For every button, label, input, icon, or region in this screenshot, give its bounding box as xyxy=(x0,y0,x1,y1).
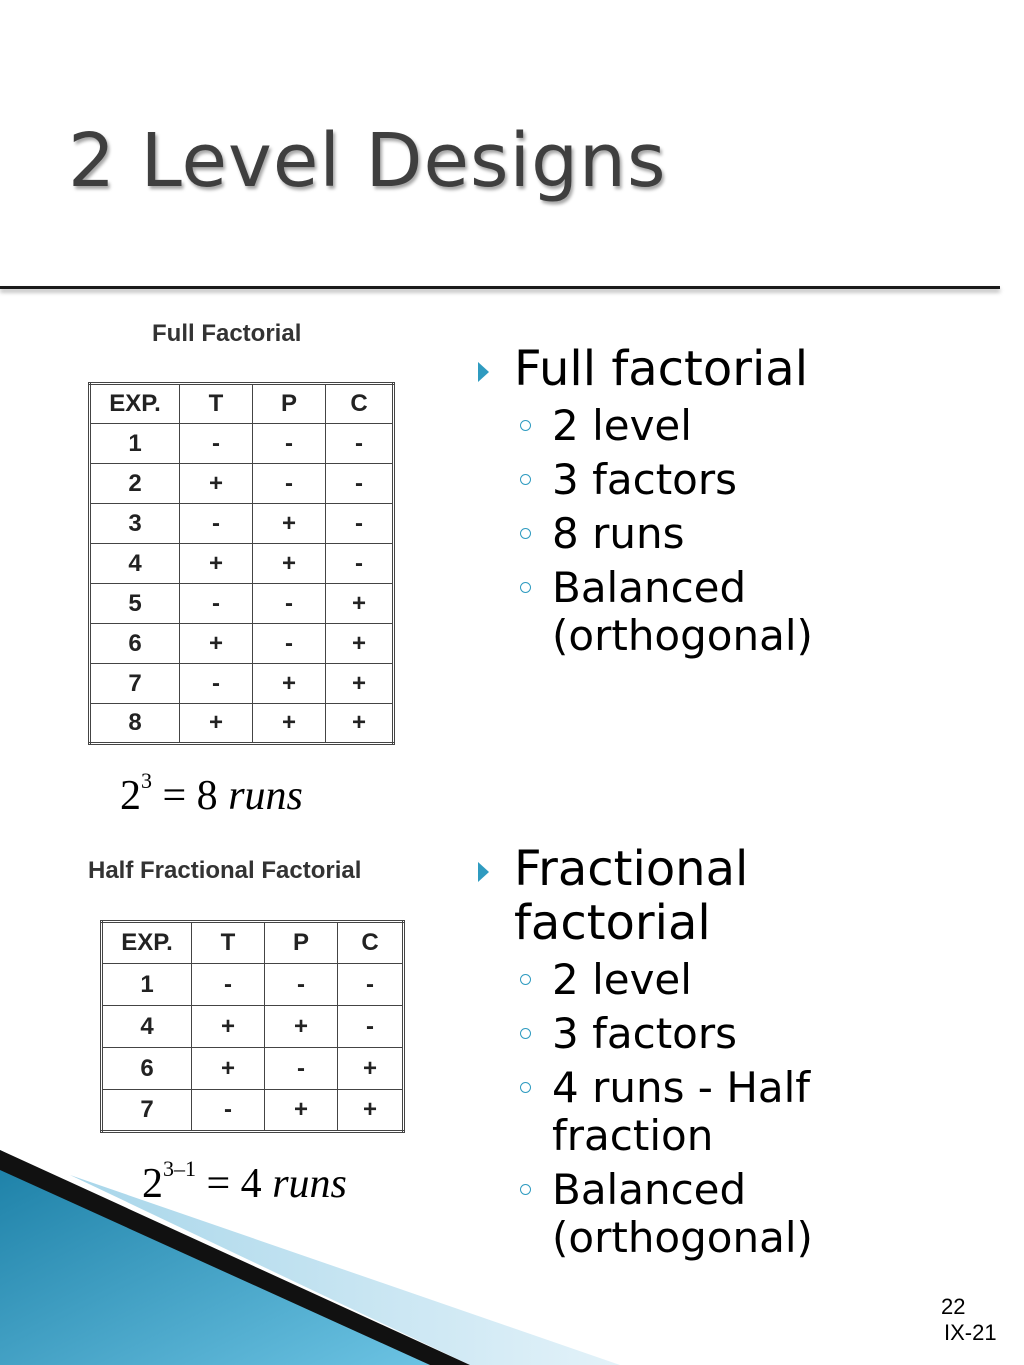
table-row xyxy=(102,1090,404,1132)
table-row xyxy=(102,964,404,1006)
circle-bullet-icon xyxy=(520,1082,531,1093)
table-header-row xyxy=(90,384,394,424)
header-t: T xyxy=(180,384,253,424)
level-cell: - xyxy=(253,464,326,504)
bullet-heading-text: Fractional factorial xyxy=(514,841,749,951)
level-cell: - xyxy=(192,964,265,1006)
level-cell: + xyxy=(180,624,253,664)
page-label: IX-21 xyxy=(944,1320,997,1345)
full-factorial-caption: Full Factorial xyxy=(152,320,302,347)
bullet-heading xyxy=(472,342,892,396)
level-cell: + xyxy=(338,1090,404,1132)
table-header-row xyxy=(102,922,404,964)
table-row xyxy=(102,1006,404,1048)
sub-bullet-text: 4 runs - Half fraction xyxy=(552,1063,811,1160)
formula-equals: = 4 xyxy=(206,1161,262,1207)
header-c: C xyxy=(338,922,404,964)
level-cell: + xyxy=(192,1006,265,1048)
decorative-swoosh-graphic xyxy=(0,1140,620,1365)
level-cell: - xyxy=(192,1090,265,1132)
circle-bullet-icon xyxy=(520,974,531,985)
level-cell: + xyxy=(180,704,253,744)
header-t: T xyxy=(192,922,265,964)
level-cell: + xyxy=(326,664,394,704)
circle-bullet-icon xyxy=(520,420,531,431)
header-p: P xyxy=(265,922,338,964)
formula-unit: runs xyxy=(228,773,303,819)
level-cell: + xyxy=(253,664,326,704)
level-cell: - xyxy=(180,424,253,464)
sub-bullet xyxy=(472,1010,892,1058)
circle-bullet-icon xyxy=(520,474,531,485)
sub-bullet xyxy=(472,564,892,660)
sub-bullet-text: 2 level xyxy=(552,955,692,1004)
level-cell: - xyxy=(180,584,253,624)
level-cell: - xyxy=(253,584,326,624)
exp-cell: 1 xyxy=(90,424,180,464)
level-cell: + xyxy=(265,1006,338,1048)
circle-bullet-icon xyxy=(520,1028,531,1039)
table-row xyxy=(90,584,394,624)
level-cell: - xyxy=(338,1006,404,1048)
sub-bullet-text: 3 factors xyxy=(552,1009,738,1058)
exp-cell: 3 xyxy=(90,504,180,544)
title-divider xyxy=(0,286,1000,289)
formula-base: 2 xyxy=(120,773,141,819)
exp-cell: 7 xyxy=(90,664,180,704)
table-row xyxy=(90,624,394,664)
level-cell: + xyxy=(326,584,394,624)
circle-bullet-icon xyxy=(520,582,531,593)
formula-exponent: 3–1 xyxy=(163,1156,196,1181)
level-cell: - xyxy=(253,424,326,464)
exp-cell: 4 xyxy=(90,544,180,584)
sub-bullet-text: 8 runs xyxy=(552,509,685,558)
level-cell: + xyxy=(253,544,326,584)
sub-bullet-text: 2 level xyxy=(552,401,692,450)
formula-equals: = 8 xyxy=(162,773,218,819)
formula-unit: runs xyxy=(272,1161,347,1207)
sub-bullet-text: 3 factors xyxy=(552,455,738,504)
table-row xyxy=(90,664,394,704)
page-number: 22 xyxy=(941,1294,966,1319)
table-row xyxy=(90,424,394,464)
level-cell: - xyxy=(326,544,394,584)
level-cell: + xyxy=(338,1048,404,1090)
exp-cell: 5 xyxy=(90,584,180,624)
level-cell: + xyxy=(253,704,326,744)
header-c: C xyxy=(326,384,394,424)
level-cell: - xyxy=(180,664,253,704)
table-row xyxy=(90,544,394,584)
triangle-bullet-icon xyxy=(478,862,489,882)
half-fractional-caption: Half Fractional Factorial xyxy=(88,857,362,884)
table-row xyxy=(90,704,394,744)
bullet-heading-text: Full factorial xyxy=(514,341,809,397)
level-cell: - xyxy=(338,964,404,1006)
sub-bullet xyxy=(472,402,892,450)
full-factorial-formula xyxy=(120,768,303,820)
level-cell: + xyxy=(265,1090,338,1132)
bullet-heading xyxy=(472,842,892,950)
exp-cell: 6 xyxy=(90,624,180,664)
header-p: P xyxy=(253,384,326,424)
sub-bullet-text: Balanced (orthogonal) xyxy=(552,563,813,660)
exp-cell: 2 xyxy=(90,464,180,504)
level-cell: - xyxy=(326,504,394,544)
formula-exponent: 3 xyxy=(141,768,152,793)
full-factorial-table xyxy=(88,382,395,745)
sub-bullet-text: Balanced (orthogonal) xyxy=(552,1165,813,1262)
triangle-bullet-icon xyxy=(478,362,489,382)
sub-bullet xyxy=(472,510,892,558)
full-factorial-bullets xyxy=(472,342,892,660)
level-cell: + xyxy=(180,464,253,504)
exp-cell: 7 xyxy=(102,1090,192,1132)
level-cell: + xyxy=(253,504,326,544)
formula-base: 2 xyxy=(142,1161,163,1207)
level-cell: + xyxy=(192,1048,265,1090)
table-row xyxy=(90,504,394,544)
half-fractional-table xyxy=(100,920,405,1133)
header-exp: EXP. xyxy=(90,384,180,424)
circle-bullet-icon xyxy=(520,528,531,539)
level-cell: + xyxy=(180,544,253,584)
level-cell: - xyxy=(265,964,338,1006)
level-cell: - xyxy=(326,424,394,464)
level-cell: + xyxy=(326,704,394,744)
slide-title: 2 Level Designs xyxy=(68,118,667,204)
sub-bullet xyxy=(472,956,892,1004)
level-cell: - xyxy=(180,504,253,544)
level-cell: - xyxy=(326,464,394,504)
level-cell: - xyxy=(253,624,326,664)
sub-bullet xyxy=(472,456,892,504)
table-row xyxy=(102,1048,404,1090)
level-cell: + xyxy=(326,624,394,664)
exp-cell: 8 xyxy=(90,704,180,744)
header-exp: EXP. xyxy=(102,922,192,964)
exp-cell: 6 xyxy=(102,1048,192,1090)
exp-cell: 4 xyxy=(102,1006,192,1048)
level-cell: - xyxy=(265,1048,338,1090)
table-row xyxy=(90,464,394,504)
exp-cell: 1 xyxy=(102,964,192,1006)
